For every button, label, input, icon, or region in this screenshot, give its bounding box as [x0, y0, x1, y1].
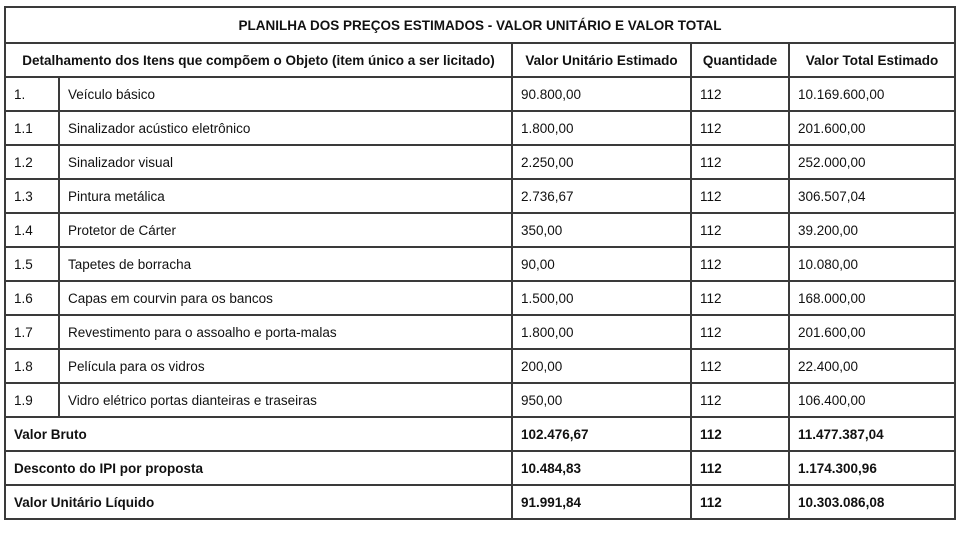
item-total-value: 22.400,00	[789, 349, 955, 383]
item-number: 1.8	[5, 349, 59, 383]
item-quantity: 112	[691, 179, 789, 213]
item-description: Revestimento para o assoalho e porta-malas	[59, 315, 512, 349]
item-number: 1.	[5, 77, 59, 111]
item-total-value: 10.080,00	[789, 247, 955, 281]
item-unit-value: 90,00	[512, 247, 691, 281]
header-quantity: Quantidade	[691, 43, 789, 77]
item-description: Sinalizador visual	[59, 145, 512, 179]
item-quantity: 112	[691, 383, 789, 417]
estimated-prices-table	[4, 6, 956, 520]
table-title-row	[5, 7, 955, 43]
total-quantity: 112	[691, 417, 789, 451]
item-unit-value: 2.736,67	[512, 179, 691, 213]
item-number: 1.6	[5, 281, 59, 315]
item-quantity: 112	[691, 213, 789, 247]
net-unit-value-row	[5, 485, 955, 519]
header-description: Detalhamento dos Itens que compõem o Objeto (item único a ser licitado)	[5, 43, 512, 77]
table-row	[5, 77, 955, 111]
item-unit-value: 350,00	[512, 213, 691, 247]
table-row	[5, 281, 955, 315]
total-unit-value: 91.991,84	[512, 485, 691, 519]
total-label: Valor Bruto	[5, 417, 512, 451]
total-quantity: 112	[691, 485, 789, 519]
item-unit-value: 90.800,00	[512, 77, 691, 111]
item-number: 1.4	[5, 213, 59, 247]
total-total-value: 10.303.086,08	[789, 485, 955, 519]
item-number: 1.9	[5, 383, 59, 417]
item-number: 1.7	[5, 315, 59, 349]
table-row	[5, 349, 955, 383]
item-quantity: 112	[691, 77, 789, 111]
table-title: PLANILHA DOS PREÇOS ESTIMADOS - VALOR UNITÁRIO E VALOR TOTAL	[5, 7, 955, 43]
item-quantity: 112	[691, 349, 789, 383]
table-row	[5, 315, 955, 349]
item-total-value: 39.200,00	[789, 213, 955, 247]
item-quantity: 112	[691, 111, 789, 145]
item-unit-value: 2.250,00	[512, 145, 691, 179]
item-total-value: 10.169.600,00	[789, 77, 955, 111]
item-number: 1.1	[5, 111, 59, 145]
header-total-value: Valor Total Estimado	[789, 43, 955, 77]
item-description: Tapetes de borracha	[59, 247, 512, 281]
table-row	[5, 145, 955, 179]
table-row	[5, 111, 955, 145]
price-sheet	[4, 6, 954, 520]
total-total-value: 11.477.387,04	[789, 417, 955, 451]
item-quantity: 112	[691, 315, 789, 349]
total-label: Valor Unitário Líquido	[5, 485, 512, 519]
total-unit-value: 102.476,67	[512, 417, 691, 451]
item-total-value: 306.507,04	[789, 179, 955, 213]
item-quantity: 112	[691, 145, 789, 179]
item-total-value: 201.600,00	[789, 315, 955, 349]
item-number: 1.5	[5, 247, 59, 281]
item-description: Veículo básico	[59, 77, 512, 111]
header-unit-value: Valor Unitário Estimado	[512, 43, 691, 77]
item-unit-value: 200,00	[512, 349, 691, 383]
table-row	[5, 247, 955, 281]
table-header-row	[5, 43, 955, 77]
total-label: Desconto do IPI por proposta	[5, 451, 512, 485]
total-quantity: 112	[691, 451, 789, 485]
items-body	[5, 77, 955, 519]
total-total-value: 1.174.300,96	[789, 451, 955, 485]
item-description: Protetor de Cárter	[59, 213, 512, 247]
item-total-value: 201.600,00	[789, 111, 955, 145]
item-unit-value: 1.800,00	[512, 111, 691, 145]
item-unit-value: 1.800,00	[512, 315, 691, 349]
item-quantity: 112	[691, 281, 789, 315]
ipi-discount-row	[5, 451, 955, 485]
total-unit-value: 10.484,83	[512, 451, 691, 485]
gross-value-row	[5, 417, 955, 451]
item-quantity: 112	[691, 247, 789, 281]
item-total-value: 168.000,00	[789, 281, 955, 315]
item-unit-value: 950,00	[512, 383, 691, 417]
item-total-value: 106.400,00	[789, 383, 955, 417]
item-total-value: 252.000,00	[789, 145, 955, 179]
item-description: Capas em courvin para os bancos	[59, 281, 512, 315]
item-unit-value: 1.500,00	[512, 281, 691, 315]
table-row	[5, 383, 955, 417]
item-number: 1.2	[5, 145, 59, 179]
table-row	[5, 213, 955, 247]
item-description: Pintura metálica	[59, 179, 512, 213]
table-row	[5, 179, 955, 213]
item-description: Vidro elétrico portas dianteiras e traseiras	[59, 383, 512, 417]
item-number: 1.3	[5, 179, 59, 213]
item-description: Película para os vidros	[59, 349, 512, 383]
item-description: Sinalizador acústico eletrônico	[59, 111, 512, 145]
